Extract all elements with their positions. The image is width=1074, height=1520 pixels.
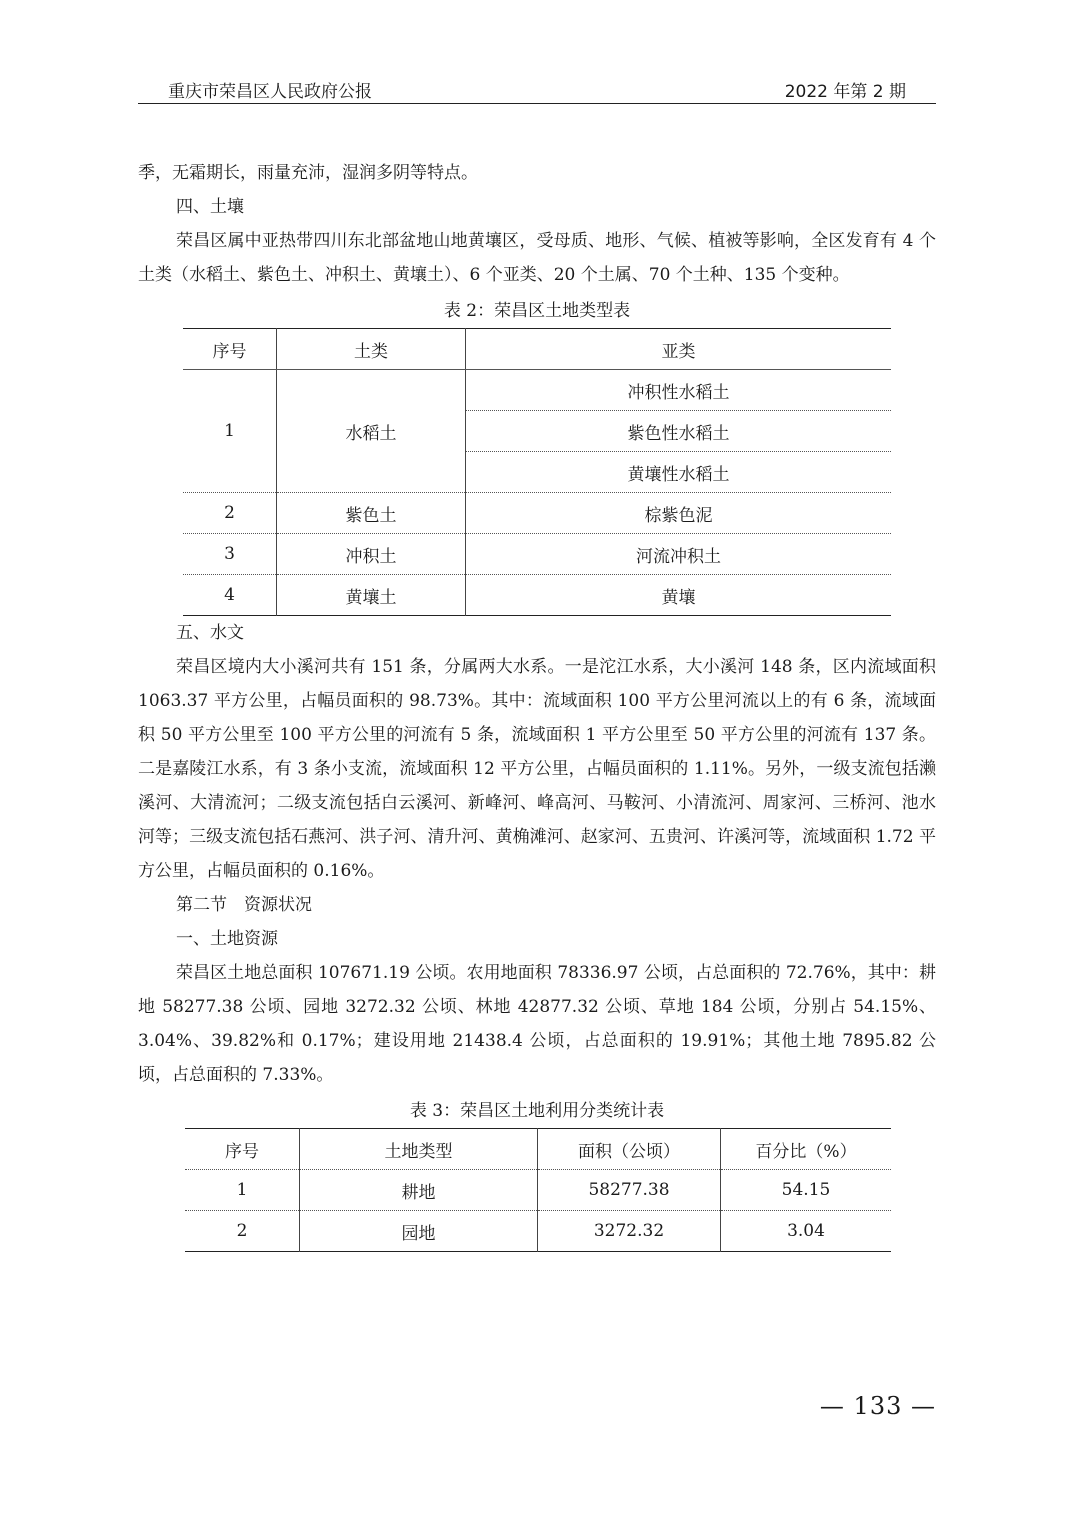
- table-row: [185, 1211, 891, 1252]
- table-row: [183, 370, 891, 411]
- table2-header-subtype: 亚类: [466, 329, 892, 370]
- table3-cell-no: 1: [185, 1170, 300, 1211]
- heading-section-2: 第二节 资源状况: [176, 895, 312, 915]
- paragraph-land-resources: 荣昌区土地总面积 107671.19 公顷。农用地面积 78336.97 公顷，占总面积的 72.76%，其中：耕地 58277.38 公顷、园地 3272.32 公顷、林地 42877.32 公顷、草地 184 公顷，分别占 54.15%、3.04%、39.82%和 0.17%；建设用地 21438.4 公顷，占总面积的 19.91%；其他土地 7895.82 公顷，占总面积的 7.33%。: [138, 963, 937, 1085]
- table2-cell-subtype: 黄壤: [661, 587, 696, 608]
- table-row: [183, 493, 891, 534]
- table3-header-no: 序号: [185, 1129, 300, 1170]
- page-content: [138, 156, 936, 1252]
- paragraph-soil: 荣昌区属中亚热带四川东北部盆地山地黄壤区，受母质、地形、气候、植被等影响，全区发育有 4 个土类（水稻土、紫色土、冲积土、黄壤土）、6 个亚类、20 个土属、70 个土种、135 个变种。: [138, 231, 936, 285]
- table2-cell-no: 1: [183, 370, 277, 493]
- table3-cell-type: 园地: [300, 1211, 538, 1252]
- table3-cell-no: 2: [185, 1211, 300, 1252]
- table3-cell-percent: 3.04: [787, 1221, 825, 1241]
- table3-cell-percent: 54.15: [721, 1170, 892, 1211]
- page-header: [138, 76, 936, 104]
- soil-type-table: [183, 328, 891, 616]
- table2-cell-type: 冲积土: [277, 534, 466, 575]
- table2-cell-subtype: 棕紫色泥: [466, 493, 892, 534]
- table2-cell-no: 4: [183, 575, 277, 616]
- table2-caption: 表 2：荣昌区土地类型表: [443, 301, 631, 321]
- header-issue: 2022 年第 2 期: [784, 82, 906, 102]
- table3-header-type: 土地类型: [300, 1129, 538, 1170]
- table2-cell-subtype: 冲积性水稻土: [466, 370, 892, 411]
- heading-hydrology: 五、水文: [176, 623, 244, 643]
- table2-cell-type: 水稻土: [277, 370, 466, 493]
- table3-cell-area: 58277.38: [538, 1170, 721, 1211]
- heading-land-resources: 一、土地资源: [176, 929, 278, 949]
- table2-cell-type: 黄壤土: [277, 575, 466, 616]
- table3-caption: 表 3：荣昌区土地利用分类统计表: [409, 1101, 665, 1121]
- page-number: — 133 —: [819, 1392, 936, 1420]
- table2-header-type: 土类: [277, 329, 466, 370]
- table2-cell-no: 3: [183, 534, 277, 575]
- table3-header-area: 面积（公顷）: [538, 1129, 721, 1170]
- table2-cell-subtype: 紫色性水稻土: [466, 411, 892, 452]
- table2-cell-subtype: 黄壤性水稻土: [466, 452, 892, 493]
- table2-cell-subtype: 河流冲积土: [466, 534, 892, 575]
- table2-cell-no: 2: [183, 493, 277, 534]
- land-use-table: [185, 1128, 891, 1252]
- table3-header-percent: 百分比（%）: [721, 1129, 892, 1170]
- paragraph-climate-end: 季，无霜期长，雨量充沛，湿润多阴等特点。: [138, 163, 478, 183]
- paragraph-hydrology: 荣昌区境内大小溪河共有 151 条，分属两大水系。一是沱江水系，大小溪河 148 条，区内流域面积 1063.37 平方公里，占幅员面积的 98.73%。其中：流域面积 100 平方公里河流以上的有 6 条，流域面积 50 平方公里至 100 平方公里的河流有 5 条，流域面积 1 平方公里至 50 平方公里的河流有 137 条。二是嘉陵江水系，有 3 条小支流，流域面积 12 平方公里，占幅员面积的 1.11%。另外，一级支流包括濑溪河、大清流河；二级支流包括白云溪河、新峰河、峰高河、马鞍河、小清流河、周家河、三桥河、池水河等；三级支流包括石燕河、洪子河、清升河、黄桷滩河、赵家河、五贵河、许溪河等，流域面积 1.72 平方公里，占幅员面积的 0.16%。: [138, 657, 936, 881]
- table-row: [183, 534, 891, 575]
- table-row: [185, 1170, 891, 1211]
- table2-cell-type: 紫色土: [277, 493, 466, 534]
- table2-header-no: 序号: [183, 329, 277, 370]
- header-title: 重庆市荣昌区人民政府公报: [168, 82, 372, 102]
- heading-soil: 四、土壤: [176, 197, 244, 217]
- table-row: [183, 575, 891, 616]
- table3-cell-type: 耕地: [300, 1170, 538, 1211]
- table3-cell-area: 3272.32: [538, 1211, 721, 1252]
